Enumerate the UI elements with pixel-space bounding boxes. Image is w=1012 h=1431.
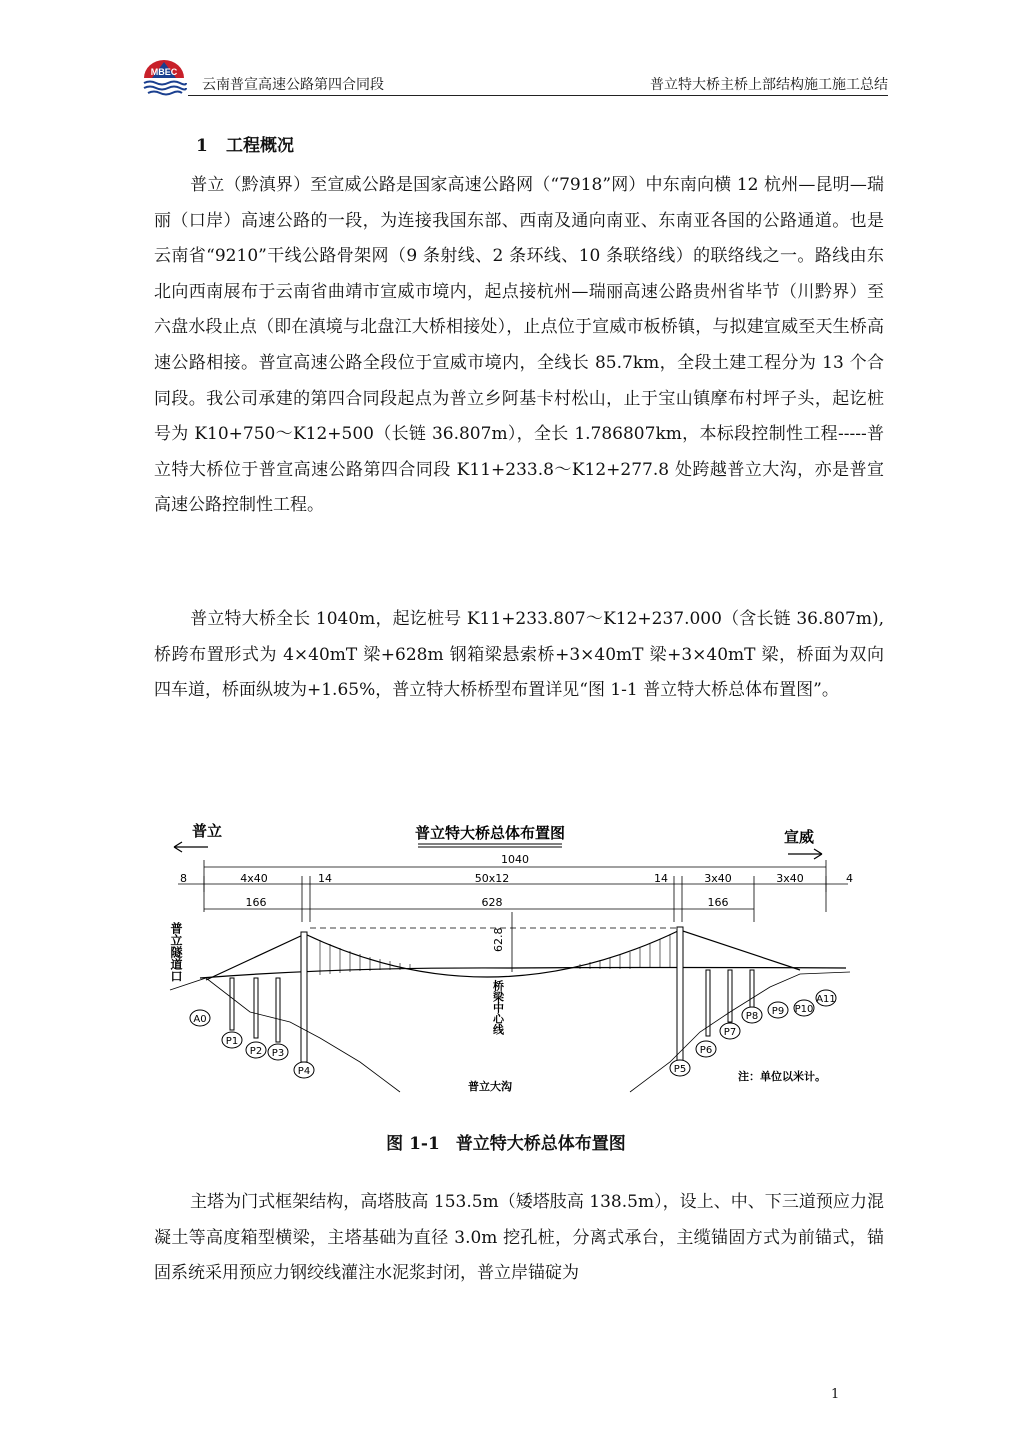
header-rule xyxy=(188,95,888,96)
section-title: 工程概况 xyxy=(226,136,294,156)
paragraph-3-text: 主塔为门式框架结构，高塔肢高 153.5m（矮塔肢高 138.5m），设上、中、下三道预应力混凝土等高度箱型横梁，主塔基础为直径 3.0m 挖孔桩，分离式承台，主缆锚固方式为前锚式，锚固系统采用预应力钢绞线灌注水泥浆封闭，普立岸锚碇为 xyxy=(154,1192,884,1284)
dim-approach-left: 8 xyxy=(180,872,187,885)
paragraph-2-text: 普立特大桥全长 1040m，起讫桩号 K11+233.807～K12+237.000（含长链 36.807m),桥跨布置形式为 4×40mT 梁+628m 钢箱梁悬索桥+3×40mT 梁+3×40mT 梁，桥面为双向四车道，桥面纵坡为+1.65%，普立特大桥桥型布置详见“图 1-1 普立特大桥总体布置图”。 xyxy=(154,609,884,701)
section-number: 1 xyxy=(196,136,208,156)
page-header xyxy=(140,52,888,96)
pier-label-a11: A11 xyxy=(816,994,836,1005)
bridge-deck xyxy=(200,968,846,979)
valley-label: 普立大沟 xyxy=(468,1080,512,1093)
dim-span-4x40: 4x40 xyxy=(240,872,268,885)
paragraph-2 xyxy=(154,602,884,709)
pier-label-p3: P3 xyxy=(271,1048,285,1059)
pier-label-p4: P4 xyxy=(297,1066,311,1077)
pier-label-p2: P2 xyxy=(249,1046,263,1057)
caption-title: 普立特大桥总体布置图 xyxy=(455,1134,626,1154)
dim-approach-right: 4 xyxy=(846,872,853,885)
dim-tower-left: 14 xyxy=(318,872,332,885)
dim-span-3x40-a: 3x40 xyxy=(704,872,732,885)
page-number: 1 xyxy=(831,1387,840,1402)
logo-text: MBEC xyxy=(150,67,178,77)
pier-label-a0: A0 xyxy=(193,1014,207,1025)
right-direction-label: 宣威 xyxy=(784,828,815,846)
caption-number: 图 1-1 xyxy=(386,1134,440,1154)
right-arrow-icon xyxy=(788,849,822,859)
dim-side-span-right: 166 xyxy=(707,896,729,909)
pier-label-p9: P9 xyxy=(771,1006,785,1017)
header-project-name: 云南普宣高速公路第四合同段 xyxy=(202,77,384,93)
dim-main-span: 628 xyxy=(481,896,503,909)
left-arrow-icon xyxy=(174,842,208,852)
pier-label-p1: P1 xyxy=(225,1036,239,1047)
dim-span-50x12: 50x12 xyxy=(474,872,510,885)
section-heading xyxy=(196,131,294,156)
figure-title: 普立特大桥总体布置图 xyxy=(414,824,566,842)
pier-label-p7: P7 xyxy=(723,1027,737,1038)
paragraph-1-text: 普立（黔滇界）至宣威公路是国家高速公路网（“7918”网）中东南向横 12 杭州—昆明—瑞丽（口岸）高速公路的一段，为连接我国东部、西南及通向南亚、东南亚各国的公路通道。也是云南省“9210”干线公路骨架网（9 条射线、2 条环线、10 条联络线）的联络线之一。路线由东北向西南展布于云南省曲靖市宣威市境内，起点接杭州—瑞丽高速公路贵州省毕节（川黔界）至六盘水段止点（即在滇境与北盘江大桥相接处），止点位于宣威市板桥镇，与拟建宣威至天生桥高速公路相接。普宣高速公路全段位于宣威市境内，全线长 85.7km，全段土建工程分为 13 个合同段。我公司承建的第四合同段起点为普立乡阿基卡村松山，止于宝山镇摩布村坪子头，起讫桩号为 K10+750～K12+500（长链 36.807m），全长 1.786807km，本标段控制性工程-----普立特大桥位于普宣高速公路第四合同段 K11+233.8～K12+277.8 处跨越普立大沟，亦是普宣高速公路控制性工程。 xyxy=(154,175,884,516)
figure-caption xyxy=(0,1129,1012,1154)
header-document-title: 普立特大桥主桥上部结构施工施工总结 xyxy=(650,77,888,93)
centerline-label: 桥梁中心线 xyxy=(491,980,505,1035)
figure-note: 注：单位以米计。 xyxy=(738,1070,826,1083)
dim-tower-right: 14 xyxy=(654,872,668,885)
pier-label-p8: P8 xyxy=(745,1011,759,1022)
tunnel-label: 普立隧道口 xyxy=(169,922,183,982)
dim-span-3x40-b: 3x40 xyxy=(776,872,804,885)
mbec-logo xyxy=(140,56,188,96)
pier-label-p6: P6 xyxy=(699,1045,713,1056)
left-direction-label: 普立 xyxy=(192,822,223,840)
paragraph-3 xyxy=(154,1185,884,1292)
bridge-layout-figure xyxy=(160,812,860,1102)
sag-dimension: 62.8 xyxy=(492,927,505,952)
pier-label-p5: P5 xyxy=(673,1064,687,1075)
tower-right xyxy=(677,927,683,1062)
paragraph-1 xyxy=(154,168,884,524)
tower-left xyxy=(301,932,307,1062)
total-length: 1040 xyxy=(501,853,529,866)
dim-side-span-left: 166 xyxy=(245,896,267,909)
pier-label-p10: P10 xyxy=(794,1004,814,1015)
